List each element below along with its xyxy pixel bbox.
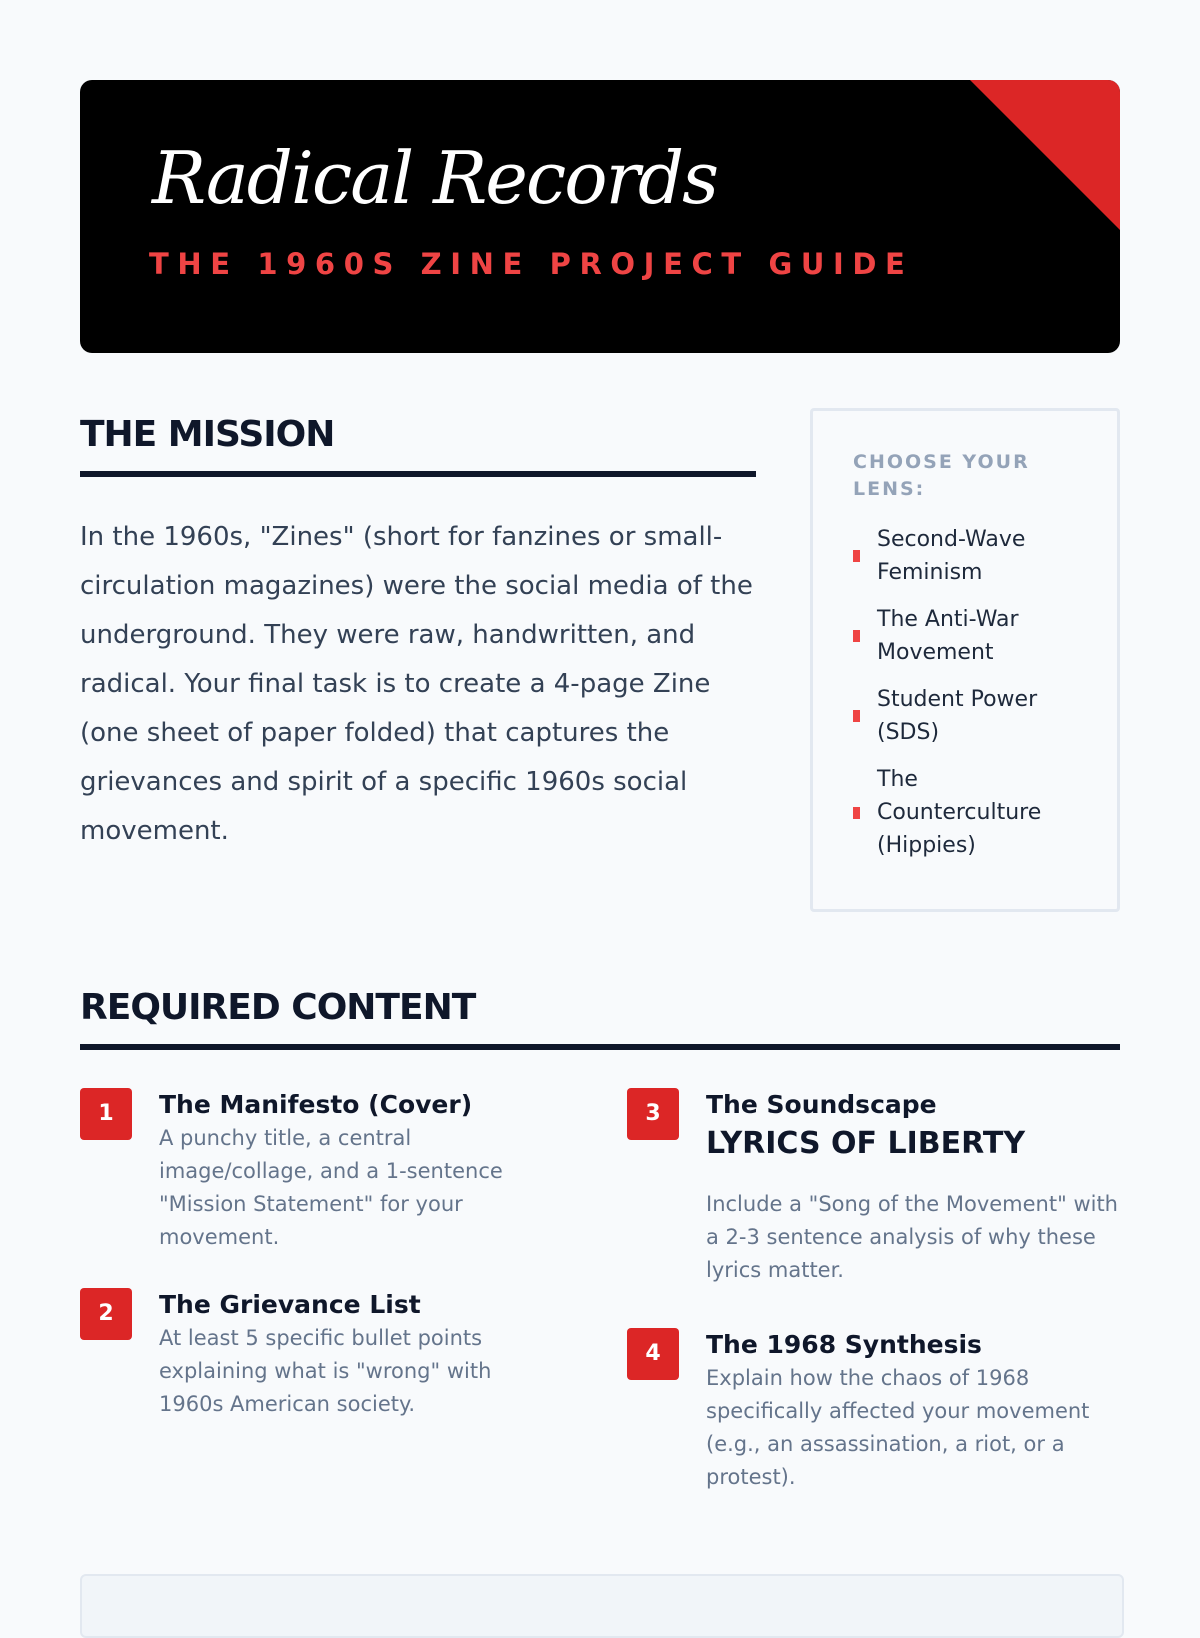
requirement-title: The 1968 Synthesis — [706, 1329, 982, 1359]
next-section-box — [80, 1574, 1124, 1638]
requirements-grid — [80, 1088, 1120, 1528]
bullet-icon — [853, 630, 860, 642]
requirement-item — [80, 1288, 539, 1421]
mission-section — [80, 412, 756, 856]
requirement-title: The Manifesto (Cover) — [159, 1089, 473, 1119]
header-banner — [80, 80, 1120, 353]
requirement-item — [627, 1328, 1120, 1494]
step-number-badge: 4 — [627, 1328, 679, 1380]
lens-item-label: The Anti-War Movement — [877, 607, 1019, 665]
requirement-description: At least 5 specific bullet points explaining what is "wrong" with 1960s American society. — [159, 1325, 492, 1416]
lens-item — [853, 603, 1077, 669]
requirement-item — [80, 1088, 539, 1254]
required-heading: REQUIRED CONTENT — [80, 987, 476, 1028]
zine-guide-page — [80, 80, 1120, 1489]
mission-heading: THE MISSION — [80, 414, 335, 455]
step-number-badge: 2 — [80, 1288, 132, 1340]
bullet-icon — [853, 807, 860, 819]
bullet-icon — [853, 550, 860, 562]
bullet-icon — [853, 710, 860, 722]
page-subtitle: THE 1960S ZINE PROJECT GUIDE — [149, 247, 914, 281]
lens-item — [853, 683, 1077, 749]
lens-list — [853, 523, 1077, 862]
requirement-title: The Grievance List — [159, 1289, 421, 1319]
corner-accent — [970, 80, 1120, 230]
mission-divider — [80, 471, 756, 477]
required-divider — [80, 1044, 1120, 1050]
page-title: Radical Records — [152, 136, 718, 220]
lens-item — [853, 523, 1077, 589]
requirement-item — [627, 1088, 1120, 1287]
lens-item-label: Student Power (SDS) — [877, 687, 1038, 745]
lens-item-label: Second-Wave Feminism — [877, 527, 1026, 585]
lens-panel — [810, 408, 1120, 912]
mission-text: In the 1960s, "Zines" (short for fanzines or small-circulation magazines) were the social media of the underground. They were raw, handwritten, and radical. Your final task is to create a 4-page Zine (one sheet of paper folded) that captures the grievances and spirit of a specific 1960s social movement. — [80, 521, 753, 846]
requirement-subtitle: LYRICS OF LIBERTY — [706, 1125, 1026, 1161]
lens-item-label: The Counterculture (Hippies) — [877, 767, 1042, 858]
step-number-badge: 1 — [80, 1088, 132, 1140]
requirement-title: The Soundscape — [706, 1089, 937, 1119]
lens-heading: CHOOSE YOUR LENS: — [853, 451, 1030, 500]
step-number-badge: 3 — [627, 1088, 679, 1140]
required-content-section — [80, 985, 1120, 1528]
requirement-description: A punchy title, a central image/collage, and a 1-sentence "Mission Statement" for your movement. — [159, 1125, 503, 1249]
requirement-description: Explain how the chaos of 1968 specifically affected your movement (e.g., an assassination, a riot, or a protest). — [706, 1365, 1090, 1489]
requirement-description: Include a "Song of the Movement" with a 2-3 sentence analysis of why these lyrics matter. — [706, 1191, 1118, 1282]
lens-item — [853, 763, 1077, 862]
